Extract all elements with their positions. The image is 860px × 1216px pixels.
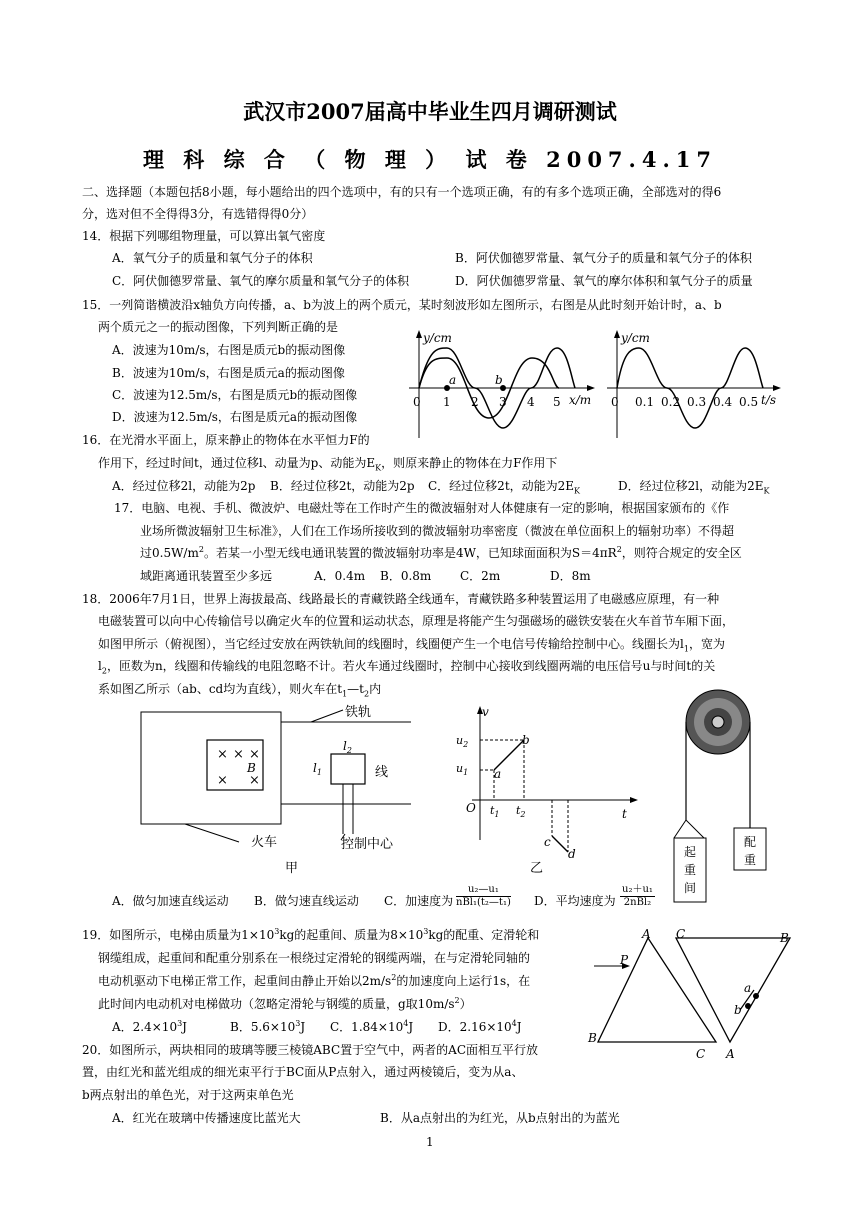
u1-label: $u_1$ xyxy=(456,762,469,777)
t-label: t xyxy=(622,807,627,821)
q20-stem-1: 20．如图所示，两块相同的玻璃等腰三棱镜ABC置于空气中，两者的AC面相互平行放 xyxy=(82,1043,539,1057)
q18-stem-3: 如图甲所示（俯视图），当它经过安放在两铁轨间的线圈时，线圈便产生一个电信号传输给控制中心。线圈长为$l_1$，宽为 xyxy=(98,637,725,654)
tick-0.5: 0.5 xyxy=(739,395,759,409)
q16-option-d: D．经过位移2l，动能为$2E_K$ xyxy=(618,479,770,496)
vertex-c2: C xyxy=(696,1047,706,1061)
lift-hanger xyxy=(674,820,704,838)
svg-text:×: × xyxy=(217,773,228,788)
y-axis-arrow xyxy=(614,330,620,338)
coil-length-label: $l_1$ xyxy=(313,761,322,777)
q20-prism-figure xyxy=(584,926,794,1066)
q20-stem-2: 置，由红光和蓝光组成的细光束平行于BC面从P点射入，通过两棱镜后，变为从a、 xyxy=(82,1065,524,1079)
coil-label: 线 xyxy=(375,765,389,780)
pulley-axle xyxy=(712,716,724,728)
tick-0: 0 xyxy=(611,395,619,409)
q18-option-a: A．做匀加速直线运动 xyxy=(112,894,229,908)
vertex-b1: B xyxy=(780,931,789,945)
q14-option-c: C．阿伏伽德罗常量、氧气的摩尔质量和氧气分子的体积 xyxy=(112,274,410,288)
label-b: b xyxy=(734,1003,742,1017)
page-number: 1 xyxy=(426,1135,434,1149)
svg-text:×: × xyxy=(249,773,260,788)
q19-stem-2: 钢缆组成，起重间和配重分别系在一根绕过定滑轮的钢缆两端，在与定滑轮同轴的 xyxy=(98,951,531,965)
control-center-label: 控制中心 xyxy=(341,837,394,852)
q15-option-d: D．波速为12.5m/s，右图是质元a的振动图像 xyxy=(112,410,358,424)
point-b-label: b xyxy=(495,373,503,387)
tick-1: 1 xyxy=(443,395,451,409)
point-d-label: d xyxy=(568,847,576,861)
t-axis-arrow xyxy=(773,385,781,391)
y-axis-label: y/cm xyxy=(423,331,452,345)
q17-option-b: B．0.8m xyxy=(380,569,432,583)
vertex-a2: A xyxy=(726,1047,735,1061)
origin-label: O xyxy=(466,801,476,815)
y-axis-arrow xyxy=(416,330,422,338)
q16-option-a: A．经过位移2l，动能为2p xyxy=(112,479,256,493)
field-b-label: B xyxy=(247,761,256,775)
q15-option-c: C．波速为12.5m/s，右图是质元b的振动图像 xyxy=(112,388,358,402)
tick-0.4: 0.4 xyxy=(713,395,733,409)
q19-stem-4: 此时间内电动机对电梯做功（忽略定滑轮与钢缆的质量，g取$10m/s^2$） xyxy=(98,996,472,1011)
tick-0.2: 0.2 xyxy=(661,395,681,409)
tick-5: 5 xyxy=(553,395,561,409)
point-a-label: a xyxy=(494,767,502,781)
lift-label-3: 间 xyxy=(684,881,697,895)
x-axis-label: x/m xyxy=(569,393,592,407)
point-a-label: a xyxy=(449,373,457,387)
figure-yi-caption: 乙 xyxy=(530,861,544,876)
lift-label-1: 起 xyxy=(684,845,697,859)
lift-label-2: 重 xyxy=(684,863,697,877)
q18-option-c: C．加速度为 xyxy=(384,894,454,908)
y-axis-label: y/cm xyxy=(621,331,650,345)
q15-stem-1: 15．一列简谐横波沿x轴负方向传播，a、b为波上的两个质元，某时刻波形如左图所示，右图是从此时刻开始计时，a、b xyxy=(82,298,722,312)
q18-stem-1: 18．2006年7月1日，世界上海拔最高、线路最长的青藏铁路全线通车，青藏铁路多种装置运用了电磁感应原理，有一种 xyxy=(82,592,720,606)
q19-elevator-figure xyxy=(670,688,780,910)
q15-wave-graph xyxy=(405,326,605,444)
counter-label-2: 重 xyxy=(744,853,757,867)
q19-option-d: D．$2.16\times 10^4J$ xyxy=(438,1019,522,1034)
svg-text:×: × xyxy=(233,747,244,762)
svg-text:×: × xyxy=(217,747,228,762)
q17-option-d: D．8m xyxy=(550,569,591,583)
rail-label: 铁轨 xyxy=(345,705,372,720)
exam-title: 武汉市2007届高中毕业生四月调研测试 xyxy=(243,99,617,124)
q14-option-d: D．阿伏伽德罗常量、氧气的摩尔体积和氧气分子的质量 xyxy=(455,274,753,288)
tick-0.3: 0.3 xyxy=(687,395,707,409)
coil-width-label: $l_2$ xyxy=(343,739,352,755)
svg-text:×: × xyxy=(249,747,260,762)
section-instructions-2: 分，选对但不全得得3分，有选错得得0分） xyxy=(82,207,314,221)
q17-stem-2: 业场所微波辐射卫生标准》，人们在工作场所接收到的微波辐射功率密度（微波在单位面积上的辐射功率）不得超 xyxy=(140,524,735,538)
rail-pointer xyxy=(311,710,343,722)
q15-vibration-graph xyxy=(605,326,785,444)
q15-option-a: A．波速为10m/s，右图是质元b的振动图像 xyxy=(112,343,346,357)
exam-subtitle: 理 科 综 合 （ 物 理 ） 试 卷 2007.4.17 xyxy=(142,147,717,172)
prism-right xyxy=(676,938,790,1042)
q20-option-b: B．从a点射出的为红光，从b点射出的为蓝光 xyxy=(380,1111,620,1125)
q17-option-c: C．2m xyxy=(460,569,501,583)
fraction-denominator: 2nBl₂ xyxy=(623,897,652,908)
tick-2: 2 xyxy=(471,395,479,409)
q18-option-c-fraction xyxy=(456,884,511,909)
v-label: v xyxy=(482,705,489,719)
q15-option-b: B．波速为10m/s，右图是质元a的振动图像 xyxy=(112,366,345,380)
t-axis-arrow xyxy=(630,797,638,803)
fraction-numerator: u₂＋u₁ xyxy=(622,884,653,895)
q20-stem-3: b两点射出的单色光，对于这两束单色光 xyxy=(82,1088,294,1102)
t2-label: $t_2$ xyxy=(516,804,526,819)
counter-label-1: 配 xyxy=(744,835,757,849)
u2-label: $u_2$ xyxy=(456,734,469,749)
q14-stem: 14．根据下列哪组物理量，可以算出氧气密度 xyxy=(82,229,326,243)
q14-option-a: A．氧气分子的质量和氧气分子的体积 xyxy=(112,251,313,265)
t-axis-label: t/s xyxy=(761,393,777,407)
q19-stem-1: 19．如图所示，电梯由质量为$1\times 10^3kg$的起重间、质量为$8\times 10^3kg$的配重、定滑轮和 xyxy=(82,927,540,942)
t1-label: $t_1$ xyxy=(490,804,500,819)
tick-0.1: 0.1 xyxy=(635,395,655,409)
q16-stem-2: 作用下，经过时间t，通过位移l、动量为p、动能为$E_K$，则原来静止的物体在力F作用下 xyxy=(98,456,558,473)
q14-option-b: B．阿伏伽德罗常量、氧气分子的质量和氧气分子的体积 xyxy=(455,251,752,265)
q19-option-c: C．$1.84\times 10^4J$ xyxy=(330,1019,414,1034)
label-a: a xyxy=(744,981,752,995)
q18-option-d-fraction xyxy=(620,884,655,909)
q18-option-b: B．做匀速直线运动 xyxy=(254,894,359,908)
point-p: P xyxy=(620,953,629,967)
figure-jia-caption: 甲 xyxy=(285,861,299,876)
q18-stem-4: $l_2$，匝数为n，线圈和传输线的电阻忽略不计。若火车通过线圈时，控制中心接收到线圈两端的电压信号u与时间t的关 xyxy=(98,659,716,676)
q18-figure-jia xyxy=(135,700,415,880)
coil xyxy=(331,754,365,784)
q19-option-b: B．$5.6\times 10^3J$ xyxy=(230,1019,306,1034)
fraction-numerator: u₂—u₁ xyxy=(456,884,511,897)
tick-4: 4 xyxy=(527,395,535,409)
q15-stem-2: 两个质元之一的振动图像，下列判断正确的是 xyxy=(98,320,339,334)
q18-option-d: D．平均速度为 xyxy=(534,894,616,908)
q18-stem-2: 电磁装置可以向中心传输信号以确定火车的位置和运动状态，原理是将能产生匀强磁场的磁铁安装在火车首节车厢下面， xyxy=(98,614,735,628)
vertex-a1: A xyxy=(642,927,651,941)
q16-stem-1: 16．在光滑水平面上，原来静止的物体在水平恒力F的 xyxy=(82,433,370,447)
q19-option-a: A．$2.4\times 10^3J$ xyxy=(112,1019,187,1034)
q17-option-a: A．0.4m xyxy=(314,569,366,583)
segment-ab xyxy=(494,740,524,770)
q17-stem-4: 域距离通讯装置至少多远 xyxy=(140,569,273,583)
q16-option-c: C．经过位移2t，动能为$2E_K$ xyxy=(428,479,581,496)
train-pointer xyxy=(185,824,239,842)
q18-figure-yi xyxy=(452,700,642,880)
point-b-label: b xyxy=(522,733,530,747)
train-outline xyxy=(141,712,281,824)
tick-0: 0 xyxy=(413,395,421,409)
point-c-label: c xyxy=(544,835,551,849)
tick-3: 3 xyxy=(499,395,507,409)
prism-left xyxy=(598,938,716,1042)
q19-stem-3: 电动机驱动下电梯正常工作，起重间由静止开始以$2m/s^2$的加速度向上运行1s，在 xyxy=(98,973,531,988)
segment-cd xyxy=(552,836,568,852)
fraction-denominator: nBl₁(t₂—t₁) xyxy=(456,897,511,908)
q17-stem-1: 17．电脑、电视、手机、微波炉、电磁灶等在工作时产生的微波辐射对人体健康有一定的影响，根据国家颁布的《作 xyxy=(114,501,730,515)
vertex-b2: B xyxy=(588,1031,597,1045)
q16-option-b: B．经过位移2t，动能为2p xyxy=(270,479,415,493)
q20-option-a: A．红光在玻璃中传播速度比蓝光大 xyxy=(112,1111,301,1125)
q17-stem-3: 过$0.5W/m^2$。若某一小型无线电通讯装置的微波辐射功率是4W，已知球面面积为$S=4\pi R^2$，则符合规定的安全区 xyxy=(140,545,742,560)
vertex-c1: C xyxy=(676,927,686,941)
point-a-marker xyxy=(753,993,759,999)
point-b-marker xyxy=(745,1003,751,1009)
train-label: 火车 xyxy=(251,835,278,850)
q18-stem-5: 系如图乙所示（ab、cd均为直线），则火车在$t_1—t_2$内 xyxy=(98,682,382,699)
section-instructions: 二、选择题（本题包括8小题，每小题给出的四个选项中，有的只有一个选项正确，有的有多个选项正确，全部选对的得6 xyxy=(82,185,722,199)
x-axis-arrow xyxy=(587,385,595,391)
